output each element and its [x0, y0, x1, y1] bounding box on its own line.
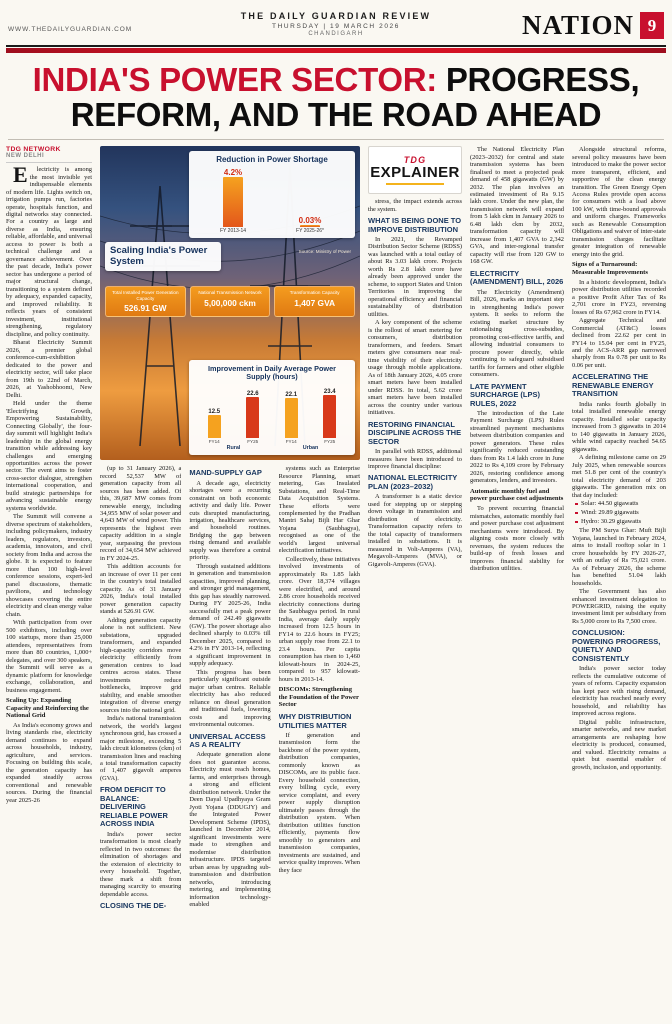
article-paragraph: Alongside structural reforms, several policy measures have been introduced to make the power sector more transparent, efficient, and supportive of the clean energy transition. The Green Energy Open Access Rules provide open access for consumers with a load above 100 kW, with time-bound approvals and uniform charges. Frameworks such as Renewable Consumption Obligations and waiver of inter-state transmission charges facilitate greater integration of renewable energy into the grid. — [572, 146, 666, 258]
article-paragraph: Aggregate Technical and Commercial (AT&C) losses declined from 22.62 per cent in FY14 to 15.04 per cent in FY25, and the ACS-ARR gap narrowed sharply from Rs 0.78 per unit to Rs 0.06 per unit. — [572, 317, 666, 369]
masthead-url: WWW.THEDAILYGUARDIAN.COM — [8, 26, 133, 33]
article-paragraph: As India's economy grows and living standards rise, electricity demand continues to expand across households, industry, agriculture, and services. Focusing on building this scale, the generation capacity has expanded steadily across conventional and renewable sources. During the financial year 2025-26 — [6, 721, 92, 804]
supply-group-urban: Urban — [302, 445, 319, 452]
article-paragraph: The Summit will convene a diverse spectrum of stakeholders, including policymakers, industry leaders, regulators, investors, academia, innovators, and civil society from India and across the globe. It is expected to feature more than 100 high-level conference sessions, expert-led panel discussions, thematic pavilions, and technology showcases covering the entire electricity and clean energy value chain. — [6, 513, 92, 618]
masthead — [6, 8, 666, 45]
paper-title: THE DAILY GUARDIAN REVIEW — [240, 11, 432, 21]
article-paragraph: In parallel with RDSS, additional measures have been introduced to improve financial discipline: — [368, 448, 462, 470]
section-name: NATION — [521, 10, 634, 40]
section-heading: WHY DISTRIBUTION UTILITIES MATTER — [278, 712, 352, 730]
headline-red-part: INDIA'S POWER SECTOR: — [32, 60, 437, 98]
article-paragraph: (up to 31 January 2026), a record 52,537 MW of generation capacity from all sources has been added. Of this, 39,687 MW comes from renewable energy, including 34,955 MW of solar power and 4,643 MW of wind power. This represents the highest ever capacity addition in a single year, surpassing the previous record of 34,654 MW achieved in FY 2024-25. — [100, 465, 182, 562]
article-body — [6, 146, 666, 988]
section-heading: WHAT IS BEING DONE TO IMPROVE DISTRIBUTION — [368, 216, 462, 234]
masthead-center — [158, 11, 514, 41]
section-heading: LATE PAYMENT SURCHARGE (LPS) RULES, 2022 — [470, 381, 541, 408]
article-paragraph: Held under the theme 'Electrifying Growth, Empowering Sustainability, Connecting Globally', the four-day summit will highlight India's leadership in the global energy transition while addressing key challenges and emerging opportunities across the power sector. The event aims to foster cross-sector dialogue, strengthen international cooperation, and build strategic partnerships for advancing sustainable energy systems worldwide. — [6, 400, 92, 512]
section-heading: FROM DEFICIT TO BALANCE: DELIVERING RELIABLE POWER ACROSS INDIA — [100, 785, 168, 829]
edition-city: CHANDIGARH — [308, 31, 364, 37]
article-paragraph: Adequate generation alone does not guarantee access. Electricity must reach homes, farms, and enterprises through a strong and efficient distribution network. Under the Deen Dayal Upadhyaya Gram Jyoti Yojana (DDUGJY) and the Integrated Power Development Scheme (IPDS), launched in December 2014, significant investments were made to strengthen and modernise distribution infrastructure. IPDS targeted urban areas by upgrading sub-transmission and distribution networks, introducing metering, and implementing information technology-enabled — [189, 751, 271, 909]
power-stats — [105, 286, 355, 317]
explainer-accent-bar — [386, 183, 444, 186]
article-paragraph: India's national transmission network, the world's largest synchronous grid, has crossed a major milestone, exceeding 5 lakh circuit kilometres (ckm) of transmission lines and reaching a total transformation capacity of 1,407 gigavolt amperes (GVA). — [100, 715, 182, 782]
article-paragraph: Adding generation capacity alone is not sufficient. New substations, upgraded transformers, and expanded high-capacity corridors move electricity efficiently from generation centres to load centres across states. These investments reduce bottlenecks, improve grid stability, and enable smoother integration of diverse energy sources into the national grid. — [100, 616, 182, 714]
supply-chart-groups — [195, 445, 349, 451]
article-paragraph: India's power sector today reflects the cumulative outcome of years of reform. Capacity expansion has kept pace with rising demand, electricity has reached nearly every household, and reliability has improved across regions. — [572, 665, 666, 718]
section-heading: ACCELERATING THE RENEWABLE ENERGY TRANSITION — [572, 372, 654, 399]
byline-place: NEW DELHI — [6, 153, 45, 160]
article-paragraph: A defining milestone came on 29 July 2025, when renewable sources met 51.8 per cent of the country's total electricity demand of 203 gigawatts. The generation mix on that day included: — [572, 454, 666, 499]
bold-lead: Signs of a Turnaround: Measurable Improvements — [572, 261, 648, 276]
column-2 — [100, 465, 181, 988]
article-paragraph: The Government has also enhanced investment delegation to POWERGRID, raising the equity investment limit per subsidiary from Rs 5,000 crore to Rs 7,500 crore. — [572, 588, 666, 625]
tdg-explainer-logo — [368, 146, 462, 194]
column-1 — [6, 146, 92, 988]
column-7 — [572, 146, 666, 988]
article-paragraph: stress, the impact extends across the system. — [368, 198, 462, 213]
reduction-bar: 4.2% FY 2013-14 — [219, 168, 247, 235]
article-paragraph: In a historic development, India's power distribution utilities recorded a positive Profit After Tax of Rs 2,701 crore in FY23, reversing losses of Rs 67,962 crore in FY14. — [572, 278, 666, 316]
article-paragraph: A key component of the scheme is the rollout of smart metering for consumers, distribution transformers, and feeders. Smart meters give consumers near real-time visibility of their electricity usage through mobile applications. As of 18th January 2026, 4.05 crore smart meters have been installed under RDSS. In total, 5.62 crore smart meters have been installed across the country under various initiatives. — [368, 319, 462, 417]
section-heading: CLOSING THE DE- — [100, 901, 167, 911]
reduction-chart-title: Reduction in Power Shortage — [216, 155, 328, 165]
date-line: THURSDAY | 19 MARCH 2026 — [272, 23, 400, 30]
headline-rule — [8, 139, 664, 140]
middle-columns — [100, 465, 360, 988]
red-accent-rule — [6, 48, 666, 53]
article-paragraph: The PM Surya Ghar: Muft Bijli Yojana, launched in February 2024, aims to install rooftop solar in 1 crore households by FY 2026-27, with an outlay of Rs 75,021 crore. As of February 2026, the scheme has benefited 51.04 lakh households. — [572, 527, 666, 587]
page-number-badge: 9 — [640, 12, 664, 39]
bullet-item: Wind: 29.89 gigawatts — [575, 509, 666, 517]
bold-lead: DISCOMs: Strengthening the Foundation of the Power Sector — [278, 686, 359, 709]
article-paragraph: If generation and transmission form the backbone of the power system, distribution companies, commonly known as DISCOMs, are its public face. Every household connection, every billing cycle, every service complaint, and every power supply disruption ultimately passes through the distribution system. When distribution utilities function efficiently, payments flow smoothly to generators and transmission companies, investments are sustained, and service quality improves. When they face — [278, 732, 360, 874]
scaling-card — [105, 242, 221, 271]
headline-line2: REFORM, AND THE ROAD AHEAD — [70, 95, 602, 133]
section-heading: RESTORING FINANCIAL DISCIPLINE ACROSS THE SECTOR — [368, 419, 462, 446]
reduction-chart-bars — [195, 168, 349, 234]
masthead-rule — [6, 45, 666, 47]
bold-lead: Scaling Up: Expanding Capacity and Reinforcing the National Grid — [6, 697, 89, 720]
bullet-item: Hydro: 30.29 gigawatts — [575, 518, 666, 526]
scaling-title: Scaling India's Power System — [110, 245, 208, 267]
supply-chart-bars — [195, 384, 349, 444]
middle-section — [100, 146, 360, 988]
section-heading: MAND-SUPPLY GAP — [189, 468, 262, 478]
section-heading: ELECTRICITY (AMENDMENT) BILL, 2026 — [470, 268, 564, 287]
supply-bar: 23.4 FY25 — [323, 389, 336, 445]
supply-bar: 12.5 FY14 — [208, 409, 221, 445]
article-paragraph: Through sustained additions in generation and transmission capacities, improved planning, and stronger grid management, this gap has steadily narrowed. During FY 2025-26, India successfully met a peak power demand of 242.49 gigawatts (GW). The power shortage also declined sharply to 0.03% till December 2025, compared to 4.2% in FY 2013-14, reflecting a significant improvement in supply adequacy. — [189, 562, 271, 668]
stat-box: Transformation Capacity 1,407 GVA — [274, 286, 355, 317]
article-paragraph: The National Electricity Plan (2023–2032) for central and state transmission systems has been finalised to meet a projected peak demand of 458 gigawatts (GW) by 2032. The plan involves an estimated investment of Rs 9.15 lakh crore. Under the new plan, the transmission network will expand from 5 lakh ckm in January 2026 to 6.48 lakh ckm by 2032, transformation capacity will increase from 1,407 GVA to 2,342 GVA, and inter-regional transfer capacity will rise from 120 GW to 168 GW. — [470, 146, 564, 266]
reduction-chart-card — [189, 151, 355, 238]
article-paragraph: India's power sector transformation is most clearly reflected in two outcomes: the elimination of shortages and the extension of electricity to every household. Together, these mark a shift from managing scarcity to ensuring dependable access. — [100, 830, 182, 898]
bold-lead: Automatic monthly fuel and power purchase cost adjustments — [470, 487, 564, 503]
explainer-brand: TDG — [403, 154, 427, 165]
article-paragraph: India ranks fourth globally in total installed renewable energy capacity. Installed solar capacity increased from 3 gigawatts in 2014 to 140 gigawatts in January 2026, while wind capacity reached 54.65 gigawatts. — [572, 400, 666, 453]
byline — [6, 146, 92, 163]
article-paragraph: With participation from over 500 exhibitors, including over 100 startups, more than 25,000 attendees, representatives from more than 80 countries, 1,000+ delegates, and over 300 speakers, the Summit will serve as a dynamic platform for knowledge exchange, collaboration, and business engagement. — [6, 619, 92, 694]
article-paragraph: This progress has been particularly significant outside major urban centres. Reliable electricity has also reduced reliance on diesel generation and traditional fuels, lowering costs and improving environmental outcomes. — [189, 668, 271, 729]
article-paragraph: Electricity is among the most invisible yet indispensable elements of modern life. Lights switch on, irrigation pumps run, factories operate, hospitals function, and digital networks stay connected. For a country as large and diverse as India, ensuring reliable, affordable, and universal access to power is both a technical challenge and a governance achievement. Over the past decade, India's power sector has undergone a period of major structural change, transitioning to a system defined by adequacy, expanded capacity, and improved reliability. It reflects years of consistent investment, institutional strengthening, regulatory discipline, and policy continuity. — [6, 162, 92, 338]
supply-chart-card — [189, 360, 355, 455]
byline-source: TDG NETWORK — [6, 146, 61, 154]
article-paragraph: Bharat Electricity Summit 2026, a premier global conference-cum-exhibition dedicated to the power and electricity sector, will take place from 19th to 22nd of March, 2026, at Yashobhoomi, New Delhi. — [6, 339, 92, 399]
explainer-word: EXPLAINER — [370, 163, 460, 181]
article-paragraph: A transformer is a static device used for stepping up or stepping down voltage in transmission and distribution of electricity. Transformation capacity refers to the total capacity of transformers installed in substations. It is measured in Volt-Amperes (VA), Megavolt-Amperes (MVA), or Gigavolt-Amperes (GVA). — [368, 493, 462, 568]
section-heading: UNIVERSAL ACCESS AS A REALITY — [189, 731, 266, 750]
bullet-item: Solar: 44.50 gigawatts — [575, 500, 666, 508]
reduction-bar: 0.03% FY 2025-26* — [296, 216, 324, 235]
column-6 — [470, 146, 564, 988]
article-paragraph: To prevent recurring financial mismatches, automatic monthly fuel and power purchase cost adjustment mechanisms were introduced. By aligning costs more closely with revenues, the system reduces the build-up of fresh losses and improves financial stability for distribution utilities. — [470, 505, 564, 572]
chart-source-note: Source: Ministry of Power — [298, 249, 351, 255]
section-heading: NATIONAL ELECTRICITY PLAN (2023–2032) — [368, 473, 458, 491]
masthead-right — [514, 10, 664, 41]
column-4 — [279, 465, 360, 988]
article-paragraph: Digital public infrastructure, smarter networks, and new market arrangements are reshaping how electricity is produced, consumed, and valued. Electricity remains a quiet but essential enabler of growth, inclusion, and opportunity. — [572, 718, 666, 771]
stat-box: National Transmission Network 5,00,000 ckm — [190, 286, 271, 317]
power-sector-photo — [100, 146, 360, 460]
headline-black-part: PROGRESS, — [445, 60, 640, 98]
article-paragraph: This addition accounts for an increase of over 11 per cent in the country's total installed capacity. As of 31 January 2026, India's total installed power generation capacity stands at 526.91 GW. — [100, 563, 182, 616]
column-1-text — [6, 162, 92, 804]
article-paragraph: The introduction of the Late Payment Surcharge (LPS) Rules streamlined payment mechanisms between distribution companies and power generators. These rules significantly reduced outstanding dues from Rs 1.4 lakh crore in June 2022 to Rs 4,109 crore by February 2026, restoring confidence among generators, lenders, and investors. — [470, 410, 564, 485]
column-5 — [368, 146, 462, 988]
article-paragraph: The Electricity (Amendment) Bill, 2026, marks an important step in strengthening India's power system. It seeks to reform the existing market structure by rationalising cross-subsidies, promoting cost-effective tariffs, and allowing industrial consumers to procure power directly, while continuing to safeguard subsidised tariffs for farmers and other eligible consumers. — [470, 288, 564, 379]
stat-box: Total Installed Power Generation Capacity 526.91 GW — [105, 286, 186, 317]
column-3 — [189, 465, 270, 988]
supply-chart-title: Improvement in Daily Average Power Supply (hours) — [207, 363, 336, 381]
page-headline — [6, 62, 666, 133]
supply-group-rural: Rural — [226, 445, 241, 452]
article-paragraph: systems such as Enterprise Resource Planning, smart metering, Gas Insulated Substations, and Real-Time Data Acquisition Systems. These efforts were complemented by the Pradhan Mantri Sahaj Bijli Har Ghar Yojana (Saubhagya), recognised as one of the world's largest universal electrification initiatives. — [278, 465, 360, 555]
section-heading: CONCLUSION: POWERING PROGRESS, QUIETLY AND CONSISTENTLY — [572, 628, 661, 663]
article-paragraph: In 2021, the Revamped Distribution Sector Scheme (RDSS) was launched with a total outlay of about Rs 3.03 lakh crore. Projects worth Rs 2.8 lakh crore have already been approved under the scheme, to support States and Union Territories in improving the operational efficiency and financial sustainability of distribution utilities. — [368, 236, 462, 318]
column-5-text — [368, 198, 462, 568]
supply-bar: 22.1 FY14 — [285, 391, 298, 445]
article-paragraph: Collectively, these initiatives involved investments of approximately Rs 1.85 lakh crore. Over 18,374 villages were electrified, and around 2.86 crore households received electricity connections during the Saubhagya period. In rural India, average daily supply increased from 12.5 hours in FY14 to 22.6 hours in FY25; urban supply rose from 22.1 to 23.4 hours. Per capita consumption has risen to 1,460 kilowatt-hours in 2024-25, compared to 957 kilowatt-hours in 2013-14. — [278, 555, 360, 683]
article-paragraph: A decade ago, electricity shortages were a recurring constraint on both economic activity and daily life. Power cuts disrupted manufacturing, irrigation, healthcare services, and household routines. Bridging the gap between rising demand and available supply was therefore a central priority. — [189, 479, 271, 562]
supply-bar: 22.6 FY25 — [246, 390, 259, 445]
